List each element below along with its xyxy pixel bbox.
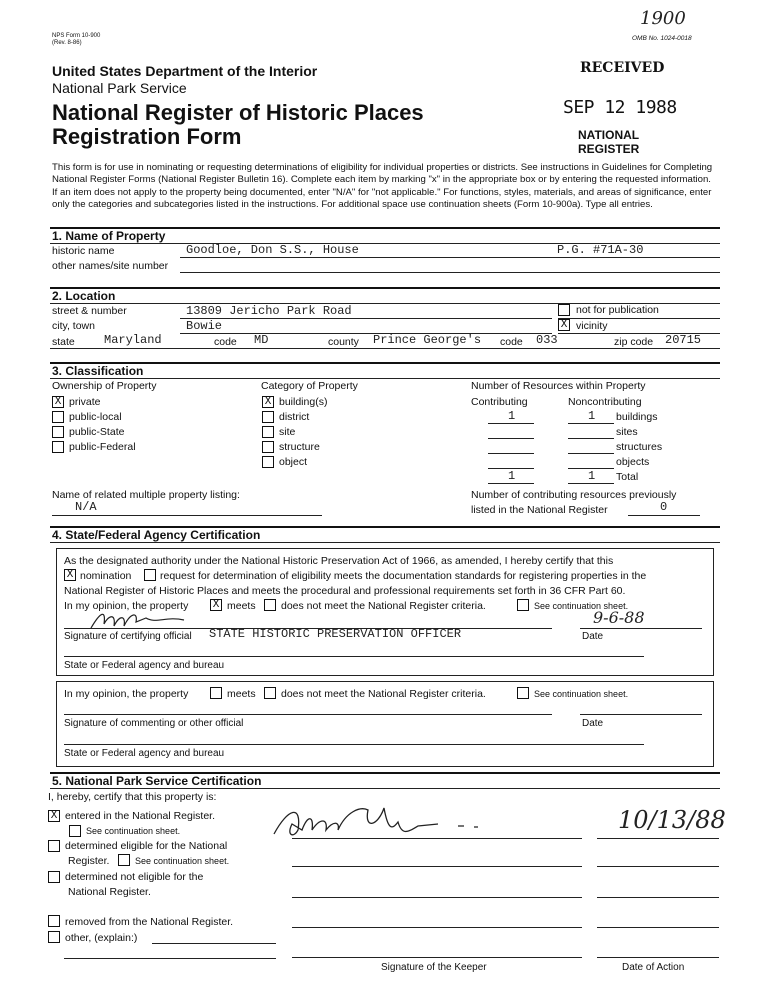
see-continuation2-label: See continuation sheet. (135, 856, 230, 866)
ownership-public-local-label: public-local (69, 411, 122, 423)
ownership-private-label: private (69, 396, 101, 408)
category-district-label: district (279, 411, 310, 423)
does-not-meet2-checkbox[interactable] (264, 687, 276, 699)
keeper-date: 10/13/88 (618, 806, 726, 834)
zip-value: 20715 (665, 333, 702, 347)
does-not-meet2-label: does not meet the National Register criteria. (281, 688, 486, 700)
continuation-sheet-checkbox[interactable] (517, 599, 529, 611)
entered-checkbox[interactable]: X (48, 810, 60, 822)
state-code-value: MD (254, 333, 269, 347)
certifying-signature (86, 606, 196, 634)
date2-label: Date (582, 718, 604, 729)
entered-label: entered in the National Register. (65, 810, 216, 822)
ownership-public-state-label: public-State (69, 426, 125, 438)
city-label: city, town (52, 320, 95, 332)
historic-name-value: Goodloe, Don S.S., House (186, 243, 359, 257)
agency-bureau-label: State or Federal agency and bureau (64, 660, 225, 671)
row-sites-label: sites (616, 426, 638, 438)
ownership-public-federal-label: public-Federal (69, 441, 136, 453)
determined-eligible-label-2: Register. (68, 855, 110, 867)
section-4-heading: 4. State/Federal Agency Certification (52, 528, 261, 542)
historic-name-label: historic name (52, 245, 115, 257)
section-1-heading: 1. Name of Property (52, 229, 166, 243)
section-3-heading: 3. Classification (52, 364, 144, 378)
does-not-meet-label: does not meet the National Register criteria. (281, 600, 486, 612)
county-label: county (328, 336, 359, 348)
instructions-text: This form is for use in nominating or requesting determinations of eligibility for individual properties or districts. See instructions in Guidelines for Completing National Register Forms (National Register Bulletin 16). Complete each item by marking "x" in the appropriate box or by entering the requested information. If an item does not apply to the property being documented, enter "N/A" for "not applicable." For functions, styles, materials, and areas of significance, enter only the categories and subcategories listed in the instructions. For additional space use continuation sheets (Form 10-900a). Type all entries. (52, 162, 713, 211)
removed-checkbox[interactable] (48, 915, 60, 927)
ownership-label: Ownership of Property (52, 380, 157, 392)
contributing-label: Contributing (471, 396, 528, 408)
category-object-label: object (279, 456, 308, 468)
continuation-sheet2-label: See continuation sheet. (534, 689, 629, 699)
ownership-public-state-checkbox[interactable] (52, 426, 64, 438)
nomination-checkbox[interactable]: X (64, 569, 76, 581)
omb-number: OMB No. 1024-0018 (632, 35, 692, 42)
not-for-publication-label: not for publication (576, 304, 659, 316)
form-number: NPS Form 10-900 (52, 33, 101, 39)
row-buildings-label: buildings (616, 411, 658, 423)
noncontrib-total-value: 1 (588, 469, 596, 483)
received-stamp: RECEIVED (580, 60, 665, 76)
determined-not-eligible-checkbox[interactable] (48, 871, 60, 883)
noncontrib-buildings-value: 1 (588, 409, 596, 423)
noncontributing-label: Noncontributing (568, 396, 642, 408)
related-listing-label: Name of related multiple property listing: (52, 489, 240, 501)
row-total-label: Total (616, 471, 639, 483)
continuation-sheet2-checkbox[interactable] (517, 687, 529, 699)
previously-listed-value: 0 (660, 500, 668, 514)
see-continuation2-checkbox[interactable] (118, 854, 130, 866)
related-listing-value: N/A (75, 500, 97, 514)
determined-not-eligible-label: determined not eligible for the (65, 871, 204, 883)
determined-not-eligible-label-2: National Register. (68, 886, 151, 898)
category-structure-label: structure (279, 441, 320, 453)
county-code-label: code (500, 336, 523, 348)
meets-checkbox[interactable]: X (210, 599, 222, 611)
category-site-checkbox[interactable] (262, 426, 274, 438)
vicinity-checkbox[interactable]: X (558, 319, 570, 331)
category-building-checkbox[interactable]: X (262, 396, 274, 408)
service: National Park Service (52, 80, 187, 96)
request-determination-label: request for determination of eligibility meets the documentation standards for registering properties in the (160, 570, 647, 582)
state-label: state (52, 336, 75, 348)
category-building-label: building(s) (279, 396, 328, 408)
street-value: 13809 Jericho Park Road (186, 304, 352, 318)
continuation-sheet-label: See continuation sheet. (534, 601, 629, 611)
page-title: National Register of Historic Places Registration Form (52, 100, 424, 149)
vicinity-label: vicinity (576, 320, 608, 332)
commenting-signature-label: Signature of commenting or other official (64, 718, 244, 729)
section-2-heading: 2. Location (52, 289, 116, 303)
state-code-label: code (214, 336, 237, 348)
official-title-value: STATE HISTORIC PRESERVATION OFFICER (209, 627, 462, 641)
row-objects-label: objects (616, 456, 650, 468)
removed-label: removed from the National Register. (65, 916, 234, 928)
signature-official-label: Signature of certifying official (64, 631, 192, 642)
section-5-heading: 5. National Park Service Certification (52, 774, 262, 788)
ownership-public-federal-checkbox[interactable] (52, 441, 64, 453)
certify-intro: I, hereby, certify that this property is: (48, 791, 217, 803)
handwritten-number: 1900 (640, 8, 686, 29)
received-date-stamp: SEP 12 1988 (563, 97, 677, 118)
see-continuation1-checkbox[interactable] (69, 825, 81, 837)
form-revision: (Rev. 8-86) (52, 40, 82, 46)
determined-eligible-checkbox[interactable] (48, 840, 60, 852)
determined-eligible-label: determined eligible for the National (65, 840, 228, 852)
meets2-checkbox[interactable] (210, 687, 222, 699)
row-structures-label: structures (616, 441, 663, 453)
does-not-meet-checkbox[interactable] (264, 599, 276, 611)
resources-label: Number of Resources within Property (471, 380, 646, 392)
other-names-label: other names/site number (52, 260, 169, 272)
category-site-label: site (279, 426, 296, 438)
national-stamp: NATIONAL (578, 128, 640, 142)
other-label: other, (explain:) (65, 932, 138, 944)
contrib-buildings-value: 1 (508, 409, 516, 423)
date-label: Date (582, 631, 604, 642)
contrib-total-value: 1 (508, 469, 516, 483)
county-code-value: 033 (536, 333, 558, 347)
opinion-label: In my opinion, the property (64, 600, 189, 612)
state-value: Maryland (104, 333, 162, 347)
not-for-publication-checkbox[interactable] (558, 304, 570, 316)
previously-listed-label-2: listed in the National Register (471, 504, 608, 516)
cert-paragraph-line1: As the designated authority under the National Historic Preservation Act of 1966, as amended, I hereby certify that this (64, 555, 614, 567)
meets2-label: meets (227, 688, 256, 700)
other-checkbox[interactable] (48, 931, 60, 943)
request-determination-checkbox[interactable] (144, 569, 156, 581)
county-value: Prince George's (373, 333, 482, 347)
date-of-action-label: Date of Action (622, 962, 685, 973)
ownership-private-checkbox[interactable]: X (52, 396, 64, 408)
ownership-public-local-checkbox[interactable] (52, 411, 64, 423)
department: United States Department of the Interior (52, 63, 318, 79)
category-district-checkbox[interactable] (262, 411, 274, 423)
previously-listed-label-1: Number of contributing resources previously (471, 489, 677, 501)
certification-date: 9-6-88 (593, 608, 645, 627)
category-object-checkbox[interactable] (262, 456, 274, 468)
street-label: street & number (52, 305, 127, 317)
zip-label: zip code (614, 336, 654, 348)
category-structure-checkbox[interactable] (262, 441, 274, 453)
keeper-signature-label: Signature of the Keeper (381, 962, 487, 973)
agency-bureau2-label: State or Federal agency and bureau (64, 748, 225, 759)
cert-paragraph-line3: National Register of Historic Places and meets the procedural and professional requirements set forth in 36 CFR Part 60. (64, 585, 626, 597)
register-stamp: REGISTER (578, 142, 640, 156)
pg-number: P.G. #71A-30 (557, 243, 644, 257)
opinion2-label: In my opinion, the property (64, 688, 189, 700)
city-value: Bowie (186, 319, 223, 333)
meets-label: meets (227, 600, 256, 612)
see-continuation1-label: See continuation sheet. (86, 826, 181, 836)
category-label: Category of Property (261, 380, 358, 392)
nomination-label: nomination (80, 570, 132, 582)
